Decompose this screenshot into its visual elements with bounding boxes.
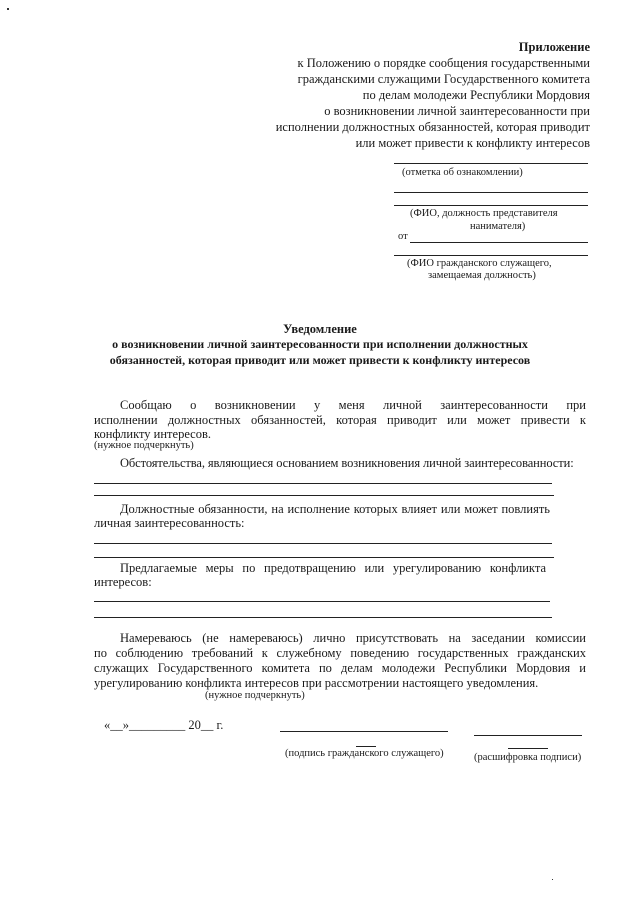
employer-caption-1: (ФИО, должность представителя: [410, 208, 558, 219]
signature-mark: [356, 746, 376, 747]
paragraph-5-line-2: по соблюдению требований к служебному поведению государственных гражданских: [94, 646, 586, 660]
circumstances-line-2: [94, 495, 554, 496]
paragraph-1-note: (нужное подчеркнуть): [94, 440, 194, 451]
paragraph-5-line-4: урегулированию конфликта интересов при рассмотрении настоящего уведомления.: [94, 676, 539, 690]
employer-caption-2: нанимателя): [470, 221, 526, 232]
paragraph-5-line-3: служащих Государственного комитета по делам молодежи Республики Мордовия и: [94, 661, 586, 675]
measures-line-1: [94, 601, 550, 602]
appendix-line-2: гражданскими служащими Государственного комитета: [297, 72, 590, 86]
notice-subtitle-1: о возникновении личной заинтересованности при исполнении должностных: [112, 337, 528, 351]
signature-caption: (подпись гражданского служащего): [285, 748, 444, 759]
decoding-line: [474, 735, 582, 736]
paragraph-5-note: (нужное подчеркнуть): [205, 690, 305, 701]
from-line: [410, 242, 588, 243]
from-label: от: [398, 231, 408, 242]
employee-line: [394, 255, 588, 256]
employee-caption-1: (ФИО гражданского служащего,: [407, 258, 552, 269]
paragraph-1-line-1: Сообщаю о возникновении у меня личной заинтересованности при: [120, 398, 586, 412]
scan-speck: [7, 8, 9, 10]
appendix-line-4: о возникновении личной заинтересованности при: [324, 104, 590, 118]
paragraph-2-line-1: Обстоятельства, являющиеся основанием возникновения личной заинтересованности:: [120, 456, 574, 470]
appendix-line-6: или может привести к конфликту интересов: [355, 136, 590, 150]
paragraph-3-line-2: личная заинтересованность:: [94, 516, 245, 530]
paragraph-4-line-1: Предлагаемые меры по предотвращению или урегулированию конфликта: [120, 561, 546, 575]
paragraph-5-line-1: Намереваюсь (не намереваюсь) лично присутствовать на заседании комиссии: [120, 631, 586, 645]
signature-line: [280, 731, 448, 732]
notice-subtitle-2: обязанностей, которая приводит или может привести к конфликту интересов: [109, 353, 531, 367]
employee-caption-2: замещаемая должность): [428, 270, 536, 281]
paragraph-3-line-1: Должностные обязанности, на исполнение которых влияет или может повлиять: [120, 502, 550, 516]
paragraph-1-line-2: исполнении должностных обязанностей, которая приводит или может привести к: [94, 413, 586, 427]
employer-line-2: [394, 205, 588, 206]
duties-line-2: [94, 557, 554, 558]
employer-line-1: [394, 192, 588, 193]
paragraph-1-line-3: конфликту интересов.: [94, 427, 211, 441]
appendix-line-3: по делам молодежи Республики Мордовия: [362, 88, 590, 102]
appendix-title: Приложение: [518, 40, 590, 54]
circumstances-line-1: [94, 483, 552, 484]
appendix-line-5: исполнении должностных обязанностей, которая приводит: [275, 120, 590, 134]
notice-title: Уведомление: [283, 322, 357, 336]
paragraph-4-line-2: интересов:: [94, 575, 152, 589]
appendix-line-1: к Положению о порядке сообщения государственными: [297, 56, 590, 70]
acknowledgement-line: [394, 163, 588, 164]
decoding-mark: [508, 748, 548, 749]
scan-speck: [552, 879, 553, 880]
decoding-caption: (расшифровка подписи): [474, 752, 582, 763]
acknowledgement-caption: (отметка об ознакомлении): [402, 167, 523, 178]
duties-line-1: [94, 543, 552, 544]
measures-line-2: [94, 617, 552, 618]
date-field: «__»_________ 20__ г.: [104, 718, 224, 732]
